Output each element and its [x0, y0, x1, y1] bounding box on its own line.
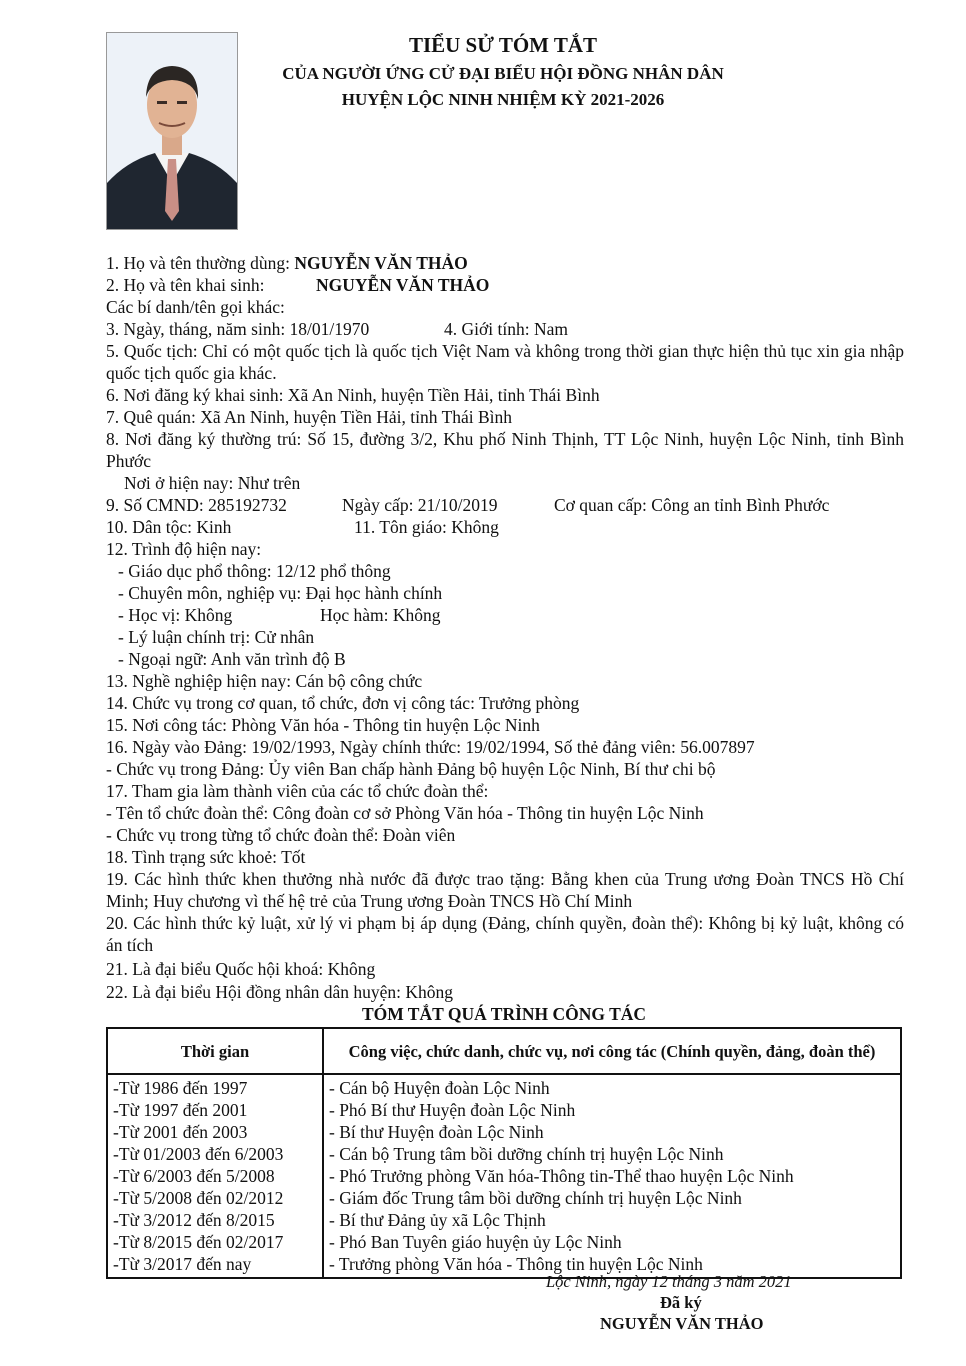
occupation: 13. Nghề nghiệp hiện nay: Cán bộ công chức — [106, 671, 423, 691]
foreign-language: - Ngoại ngữ: Anh văn trình độ B — [118, 649, 346, 669]
bio-line-1 — [106, 252, 468, 274]
birth-date: 3. Ngày, tháng, năm sinh: 18/01/1970 — [106, 319, 370, 339]
row-description: - Giám đốc Trung tâm bồi dưỡng chính trị huyện Lộc Ninh — [329, 1188, 742, 1208]
birth-name-label: 2. Họ và tên khai sinh: — [106, 275, 265, 295]
degree-line — [118, 604, 818, 626]
academic-title: Học hàm: Không — [320, 605, 441, 625]
row-time: -Từ 6/2003 đến 5/2008 — [113, 1166, 275, 1186]
time-column — [107, 1074, 323, 1278]
birth-registration-place: 6. Nơi đăng ký khai sinh: Xã An Ninh, huyện Tiền Hải, tỉnh Thái Bình — [106, 385, 600, 405]
organization-name: - Tên tổ chức đoàn thể: Công đoàn cơ sở Phòng Văn hóa - Thông tin huyện Lộc Ninh — [106, 803, 704, 823]
row-description: - Phó Trưởng phòng Văn hóa-Thông tin-Thể thao huyện Lộc Ninh — [329, 1166, 794, 1186]
education-heading: 12. Trình độ hiện nay: — [106, 539, 262, 559]
row-time: -Từ 1997 đến 2001 — [113, 1100, 248, 1120]
row-time: -Từ 5/2008 đến 02/2012 — [113, 1188, 284, 1208]
district-council-delegate: 22. Là đại biểu Hội đồng nhân dân huyện: Không — [106, 982, 454, 1002]
row-description: - Cán bộ Trung tâm bồi dưỡng chính trị huyện Lộc Ninh — [329, 1144, 724, 1164]
row-description: - Phó Ban Tuyên giáo huyện ủy Lộc Ninh — [329, 1232, 622, 1252]
row-description: - Bí thư Huyện đoàn Lộc Ninh — [329, 1122, 544, 1142]
workplace: 15. Nơi công tác: Phòng Văn hóa - Thông tin huyện Lộc Ninh — [106, 715, 540, 735]
discipline: 20. Các hình thức kỷ luật, xử lý vi phạm bị áp dụng (Đảng, chính quyền, đoàn thể): Không bị kỷ luật, không có án tích — [106, 913, 904, 955]
common-name-value: NGUYỄN VĂN THẢO — [294, 253, 468, 273]
portrait-photo — [106, 32, 238, 230]
row-time: -Từ 8/2015 đến 02/2017 — [113, 1232, 284, 1252]
description-column — [323, 1074, 901, 1278]
column-header-description: Công việc, chức danh, chức vụ, nơi công tác (Chính quyền, đảng, đoàn thể) — [323, 1028, 901, 1074]
national-assembly-delegate: 21. Là đại biểu Quốc hội khoá: Không — [106, 959, 376, 979]
alias-line: Các bí danh/tên gọi khác: — [106, 297, 285, 317]
party-position: - Chức vụ trong Đảng: Ủy viên Ban chấp hành Đảng bộ huyện Lộc Ninh, Bí thư chi bộ — [106, 759, 716, 779]
common-name-label: 1. Họ và tên thường dùng: — [106, 253, 295, 273]
row-time: -Từ 2001 đến 2003 — [113, 1122, 248, 1142]
signed-label: Đã ký — [660, 1293, 702, 1312]
permanent-residence: 8. Nơi đăng ký thường trú: Số 15, đường 3/2, Khu phố Ninh Thịnh, TT Lộc Ninh, huyện Lộc Ninh, tỉnh Bình Phước — [106, 429, 904, 471]
religion: 11. Tôn giáo: Không — [354, 517, 499, 537]
bio-line-2 — [106, 274, 904, 296]
id-number: 9. Số CMND: 285192732 — [106, 495, 287, 515]
gender: 4. Giới tính: Nam — [444, 319, 568, 339]
academic-degree: - Học vị: Không — [118, 605, 233, 625]
organizations-heading: 17. Tham gia làm thành viên của các tổ chức đoàn thể: — [106, 781, 489, 801]
health-status: 18. Tình trạng sức khoẻ: Tốt — [106, 847, 306, 867]
general-education: - Giáo dục phổ thông: 12/12 phổ thông — [118, 561, 391, 581]
portrait-icon — [107, 33, 237, 229]
position: 14. Chức vụ trong cơ quan, tổ chức, đơn vị công tác: Trưởng phòng — [106, 693, 580, 713]
page-title: TIỂU SỬ TÓM TẮT — [408, 33, 598, 57]
table-header-row — [107, 1028, 901, 1074]
awards: 19. Các hình thức khen thưởng nhà nước đã được trao tặng: Bằng khen của Trung ương Đoàn TNCS Hồ Chí Minh; Huy chương vì thế hệ trẻ của Trung ương Đoàn TNCS Hồ Chí Minh — [106, 869, 904, 911]
birth-name-value: NGUYỄN VĂN THẢO — [316, 275, 490, 295]
row-description: - Trưởng phòng Văn hóa - Thông tin huyện Lộc Ninh — [329, 1254, 703, 1274]
id-issue-date: Ngày cấp: 21/10/2019 — [342, 495, 498, 515]
id-issuer: Cơ quan cấp: Công an tỉnh Bình Phước — [554, 495, 830, 515]
current-residence: Nơi ở hiện nay: Như trên — [124, 473, 301, 493]
row-time: -Từ 01/2003 đến 6/2003 — [113, 1144, 284, 1164]
page-subtitle-2: HUYỆN LỘC NINH NHIỆM KỲ 2021-2026 — [341, 90, 665, 109]
political-theory: - Lý luận chính trị: Cử nhân — [118, 627, 315, 647]
work-history-title: TÓM TẮT QUÁ TRÌNH CÔNG TÁC — [361, 1004, 647, 1024]
row-description: - Phó Bí thư Huyện đoàn Lộc Ninh — [329, 1100, 576, 1120]
professional-qualification: - Chuyên môn, nghiệp vụ: Đại học hành chính — [118, 583, 443, 603]
party-membership: 16. Ngày vào Đảng: 19/02/1993, Ngày chính thức: 19/02/1994, Số thẻ đảng viên: 56.007897 — [106, 737, 755, 757]
bio-line-10-11 — [106, 516, 904, 538]
work-history-table — [106, 1027, 902, 1279]
row-time: -Từ 1986 đến 1997 — [113, 1078, 248, 1098]
bio-line-3-4 — [106, 318, 904, 340]
signer-name: NGUYỄN VĂN THẢO — [600, 1314, 764, 1333]
place-and-date: Lộc Ninh, ngày 12 tháng 3 năm 2021 — [546, 1272, 792, 1291]
table-body-row — [107, 1074, 901, 1278]
page-subtitle-1: CỦA NGƯỜI ỨNG CỬ ĐẠI BIỂU HỘI ĐỒNG NHÂN DÂN — [282, 64, 724, 83]
row-description: - Bí thư Đảng ủy xã Lộc Thịnh — [329, 1210, 546, 1230]
bio-line-9 — [106, 494, 904, 516]
column-header-time: Thời gian — [107, 1028, 323, 1074]
nationality: 5. Quốc tịch: Chỉ có một quốc tịch là quốc tịch Việt Nam và không trong thời gian thực hiện thủ tục xin gia nhập quốc tịch quốc gia khác. — [106, 341, 904, 383]
row-time: -Từ 3/2012 đến 8/2015 — [113, 1210, 275, 1230]
ethnicity: 10. Dân tộc: Kinh — [106, 517, 232, 537]
row-time: -Từ 3/2017 đến nay — [113, 1254, 252, 1274]
organization-role: - Chức vụ trong từng tổ chức đoàn thể: Đoàn viên — [106, 825, 456, 845]
row-description: - Cán bộ Huyện đoàn Lộc Ninh — [329, 1078, 550, 1098]
hometown: 7. Quê quán: Xã An Ninh, huyện Tiền Hải, tỉnh Thái Bình — [106, 407, 513, 427]
